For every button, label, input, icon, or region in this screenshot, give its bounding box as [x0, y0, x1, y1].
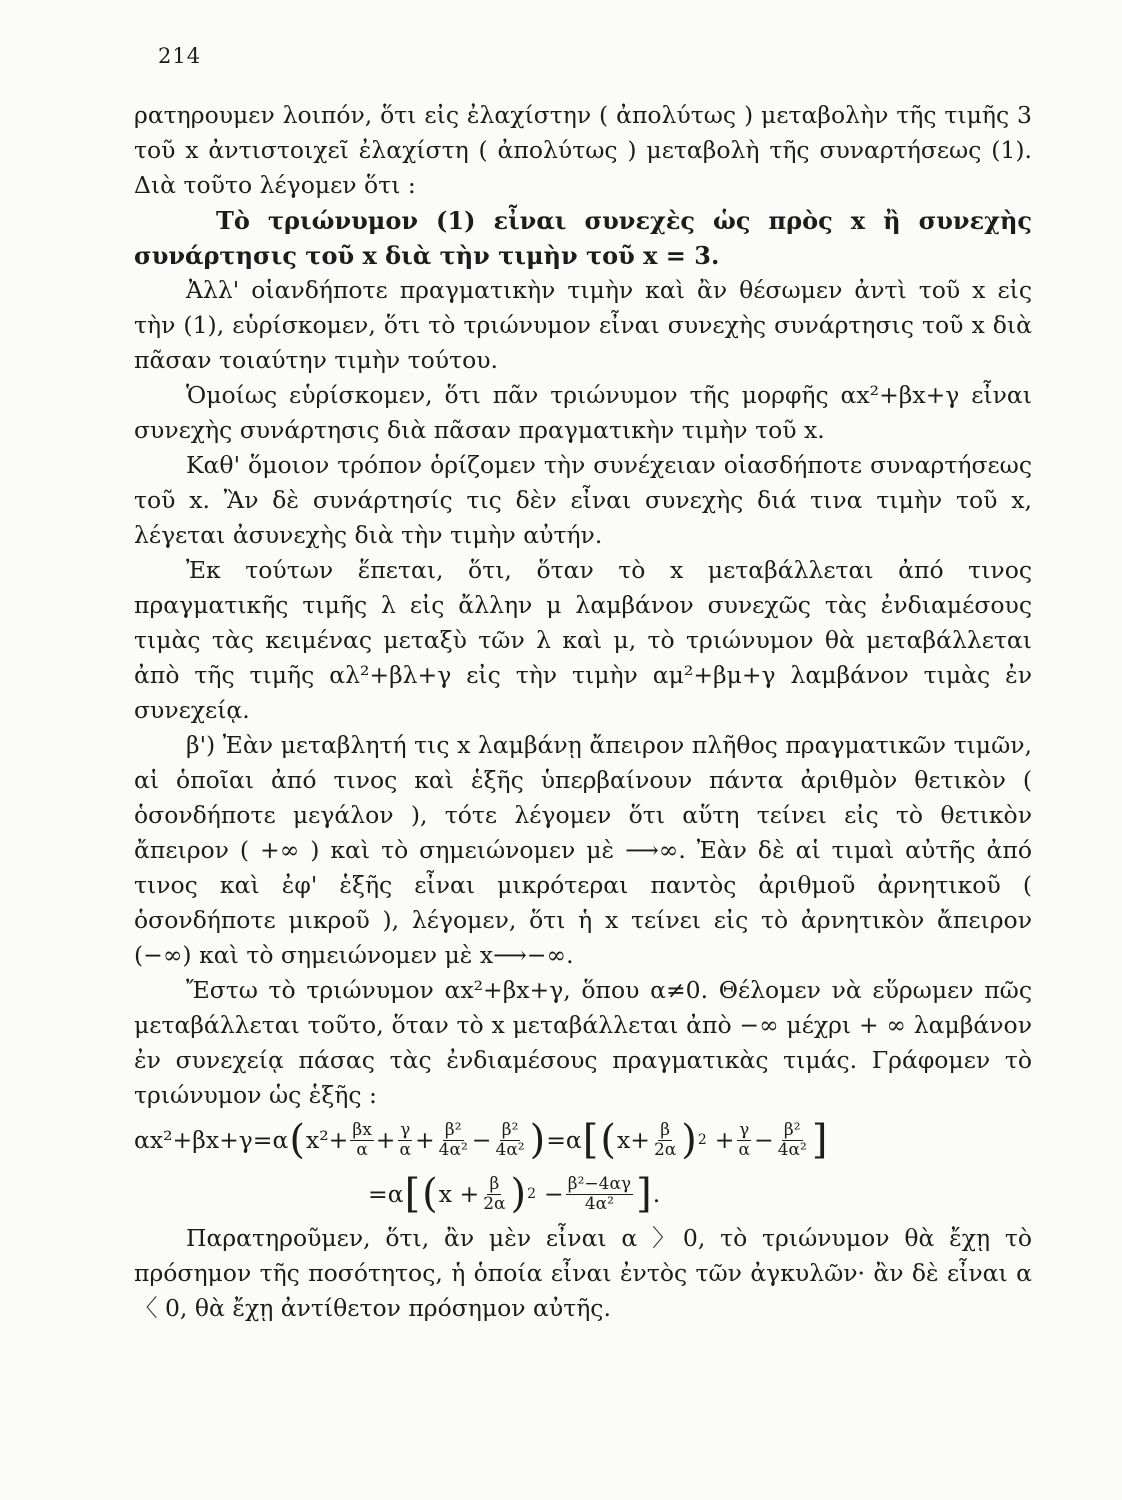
- paren-close: ): [529, 1117, 546, 1163]
- period: .: [652, 1179, 661, 1208]
- fraction: [481, 1175, 507, 1214]
- denominator: 4α²: [777, 1139, 807, 1160]
- paragraph: Ὁμοίως εὑρίσκομεν, ὅτι πᾶν τριώνυμον τῆς μορφῆς αx²+βx+γ εἶναι συνεχὴς συνάρτησις διὰ πᾶσαν πραγματικὴν τιμὴν τοῦ x.: [134, 381, 1032, 444]
- numerator: β: [489, 1173, 500, 1194]
- eq-term: x +: [438, 1179, 480, 1208]
- denominator: 2α: [483, 1193, 506, 1214]
- denominator: 4α²: [584, 1193, 614, 1214]
- paren-open: (: [289, 1117, 305, 1163]
- eq-term: =α: [368, 1179, 404, 1208]
- fraction: [350, 1121, 373, 1160]
- denominator: α: [399, 1139, 411, 1160]
- denominator: α: [356, 1139, 368, 1160]
- bracket-close: ]: [636, 1171, 652, 1217]
- minus-sign: −: [471, 1125, 492, 1154]
- denominator: 4α²: [438, 1139, 468, 1160]
- numerator: β²: [783, 1119, 801, 1140]
- numerator: β²: [501, 1119, 519, 1140]
- paragraph: Ἔστω τὸ τριώνυμον αx²+βx+γ, ὅπου α≠0. Θέλομεν νὰ εὕρωμεν πῶς μεταβάλλεται τοῦτο, ὅταν τὸ x μεταβάλλεται ἀπὸ −∞ μέχρι + ∞ λαμβάνον ἐν συνεχείᾳ πάσας τὰς ἐνδιαμέσους πραγματικὰς τιμάς. Γράφομεν τὸ τριώνυμον ὡς ἑξῆς :: [134, 976, 1032, 1109]
- fraction: [737, 1121, 752, 1160]
- numerator: β: [660, 1119, 671, 1140]
- page-number: 214: [158, 44, 202, 68]
- paragraph: Ἀλλ' οἱανδήποτε πραγματικὴν τιμὴν καὶ ἂν θέσωμεν ἀντὶ τοῦ x εἰς τὴν (1), εὑρίσκομεν, ὅτι τὸ τριώνυμον εἶναι συνεχὴς συνάρτησις τοῦ x διὰ πᾶσαν τοιαύτην τιμὴν τούτου.: [134, 276, 1032, 374]
- eq-lhs: αx²+βx+γ=α: [134, 1125, 289, 1154]
- equation-line-2: [134, 1167, 1032, 1221]
- fraction: [776, 1121, 809, 1160]
- eq-term: x²+: [305, 1125, 349, 1154]
- fraction: [494, 1121, 527, 1160]
- numerator: β²−4αγ: [567, 1173, 632, 1194]
- bracket-open: [: [582, 1117, 599, 1163]
- fraction: [652, 1121, 678, 1160]
- denominator: α: [738, 1139, 750, 1160]
- numerator: βx: [352, 1119, 372, 1140]
- paragraph: Παρατηροῦμεν, ὅτι, ἂν μὲν εἶναι α 〉0, τὸ τριώνυμον θὰ ἔχῃ τὸ πρόσημον τῆς ποσότητος, ἡ ὁποία εἶναι ἐντὸς τῶν ἀγκυλῶν· ἂν δὲ εἶναι α〈 0, θὰ ἔχῃ ἀντίθετον πρόσημον αὐτῆς.: [134, 1224, 1032, 1322]
- paragraph: β') Ἐὰν μεταβλητή τις x λαμβάνῃ ἄπειρον πλῆθος πραγματικῶν τιμῶν, αἱ ὁποῖαι ἀπό τινος καὶ ἑξῆς ὑπερβαίνουν πάντα ἀριθμὸν θετικὸν ( ὁσονδήποτε μεγάλον ), τότε λέγομεν ὅτι αὕτη τείνει εἰς τὸ θετικὸν ἄπειρον ( +∞ ) καὶ τὸ σημειώνομεν μὲ ⟶∞. Ἐὰν δὲ αἱ τιμαὶ αὐτῆς ἀπό τινος καὶ ἐφ' ἑξῆς εἶναι μικρότεραι παντὸς ἀριθμοῦ ἀρνητικοῦ ( ὁσονδήποτε μικροῦ ), λέγομεν, ὅτι ἡ x τείνει εἰς τὸ ἀρνητικὸν ἄπειρον (−∞) καὶ τὸ σημειώνομεν μὲ x⟶−∞.: [134, 731, 1032, 969]
- paragraph: Ἐκ τούτων ἕπεται, ὅτι, ὅταν τὸ x μεταβάλλεται ἀπό τινος πραγματικῆς τιμῆς λ εἰς ἄλλην μ λαμβάνον συνεχῶς τὰς ἐνδιαμέσους τιμὰς τὰς κειμένας μεταξὺ τῶν λ καὶ μ, τὸ τριώνυμον θὰ μεταβάλλεται ἀπὸ τῆς τιμῆς αλ²+βλ+γ εἰς τὴν τιμὴν αμ²+βμ+γ λαμβάνον τιμὰς ἐν συνεχείᾳ.: [134, 556, 1032, 724]
- numerator: γ: [400, 1119, 411, 1140]
- numerator: β²: [444, 1119, 462, 1140]
- minus-sign: −: [544, 1179, 564, 1208]
- minus-sign: −: [753, 1125, 774, 1154]
- plus-sign: +: [714, 1125, 735, 1154]
- paren-close: ): [510, 1171, 527, 1217]
- exponent: 2: [697, 1131, 707, 1148]
- plus-sign: +: [414, 1125, 435, 1154]
- paren-open: (: [600, 1117, 617, 1163]
- eq-term: =α: [546, 1125, 582, 1154]
- fraction: [566, 1175, 633, 1214]
- fraction: [437, 1121, 470, 1160]
- definition-statement: Τὸ τριώνυμον (1) εἶναι συνεχὲς ὡς πρὸς x ἢ συνεχὴς συνάρτησις τοῦ x διὰ τὴν τιμὴν τοῦ x = 3.: [134, 206, 1032, 270]
- paren-close: ): [681, 1117, 697, 1163]
- paragraph: Καθ' ὅμοιον τρόπον ὁρίζομεν τὴν συνέχειαν οἱασδήποτε συναρτήσεως τοῦ x. Ἂν δὲ συνάρτησίς τις δὲν εἶναι συνεχὴς διά τινα τιμὴν τοῦ x, λέγεται ἀσυνεχὴς διὰ τὴν τιμὴν αὐτήν.: [134, 451, 1032, 549]
- numerator: γ: [739, 1119, 750, 1140]
- page-body: [134, 98, 1032, 1326]
- equation-line-1: [134, 1113, 1032, 1167]
- bracket-close: ]: [811, 1117, 828, 1163]
- denominator: 4α²: [495, 1139, 525, 1160]
- fraction: [397, 1121, 412, 1160]
- paragraph: ρατηρουμεν λοιπόν, ὅτι εἰς ἐλαχίστην ( ἀπολύτως ) μεταβολὴν τῆς τιμῆς 3 τοῦ x ἀντιστοιχεῖ ἐλαχίστη ( ἀπολύτως ) μεταβολὴ τῆς συναρτήσεως (1). Διὰ τοῦτο λέγομεν ὅτι :: [134, 101, 1032, 199]
- eq-term: x+: [617, 1125, 650, 1154]
- plus-sign: +: [375, 1125, 396, 1154]
- denominator: 2α: [653, 1139, 677, 1160]
- bracket-open: [: [404, 1171, 421, 1217]
- paren-open: (: [422, 1171, 438, 1217]
- exponent: 2: [527, 1185, 537, 1202]
